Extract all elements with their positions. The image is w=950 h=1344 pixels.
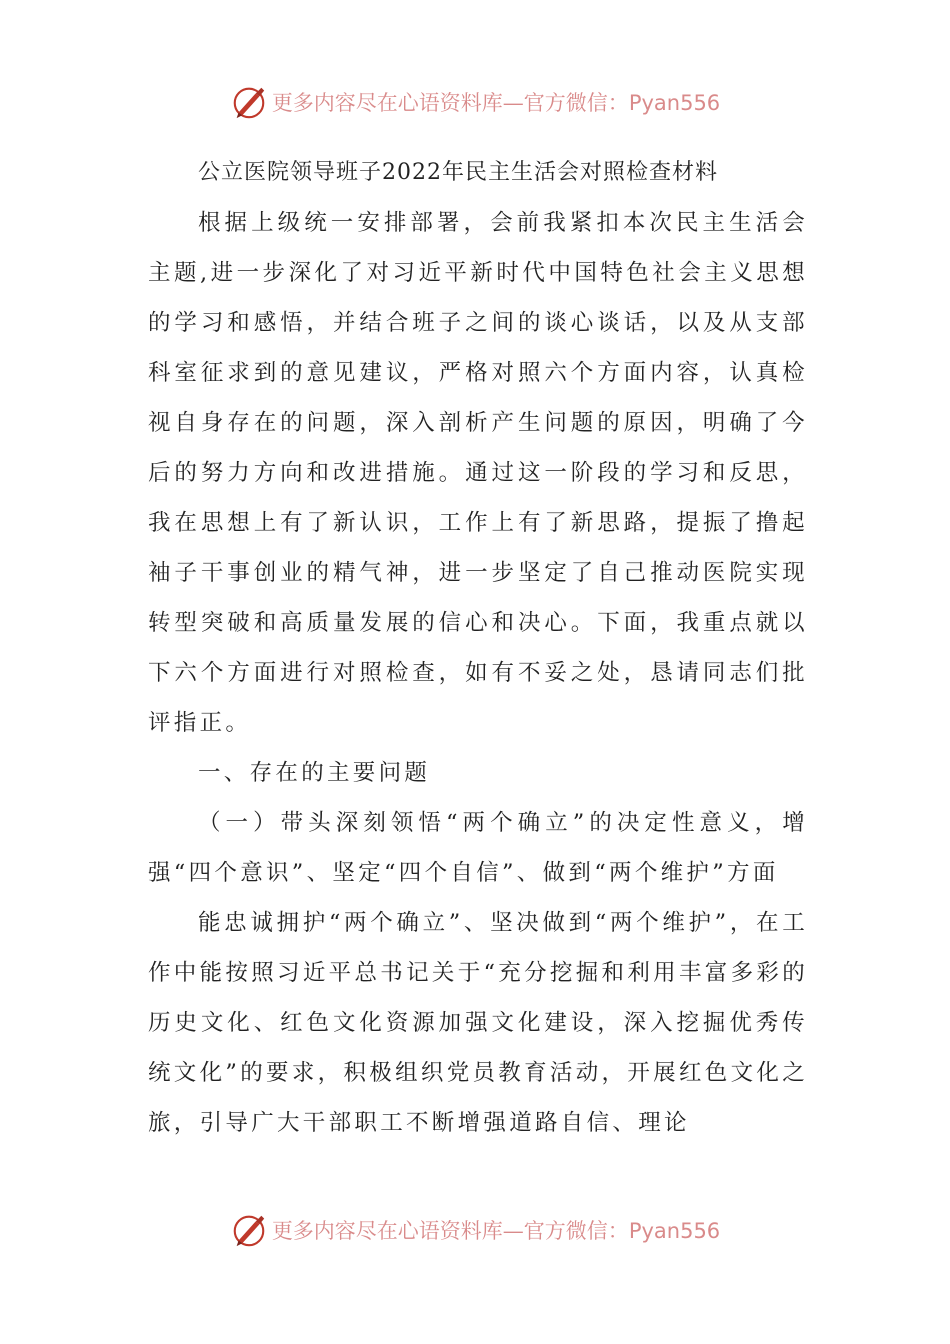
document-body bbox=[148, 148, 808, 1148]
header-watermark bbox=[0, 80, 950, 124]
watermark-contact: Pyan556 bbox=[628, 91, 721, 115]
watermark-text: 更多内容尽在心语资料库—官方微信：Pyan556 bbox=[271, 1219, 721, 1243]
watermark-contact: Pyan556 bbox=[628, 1219, 721, 1243]
pen-circle-logo-icon bbox=[230, 83, 268, 121]
subsection-paragraph: 能忠诚拥护“两个确立”、坚决做到“两个维护”，在工作中能按照习近平总书记关于“充分挖掘和利用丰富多彩的历史文化、红色文化资源加强文化建设，深入挖掘优秀传统文化”的要求，积极组织党员教育活动，开展红色文化之旅，引导广大干部职工不断增强道路自信、理论 bbox=[148, 910, 808, 1136]
section-heading: 一、存在的主要问题 bbox=[198, 760, 431, 786]
pen-circle-logo-icon bbox=[230, 1211, 268, 1249]
subsection-heading: （一）带头深刻领悟“两个确立”的决定性意义，增强“四个意识”、坚定“四个自信”、做到“两个维护”方面 bbox=[148, 810, 808, 886]
watermark-text: 更多内容尽在心语资料库—官方微信：Pyan556 bbox=[271, 91, 721, 115]
document-title: 公立医院领导班子2022年民主生活会对照检查材料 bbox=[198, 160, 718, 185]
intro-paragraph: 根据上级统一安排部署，会前我紧扣本次民主生活会主题,进一步深化了对习近平新时代中国特色社会主义思想的学习和感悟，并结合班子之间的谈心谈话，以及从支部科室征求到的意见建议，严格对照六个方面内容，认真检视自身存在的问题，深入剖析产生问题的原因，明确了今后的努力方向和改进措施。通过这一阶段的学习和反思，我在思想上有了新认识，工作上有了新思路，提振了撸起袖子干事创业的精气神，进一步坚定了自己推动医院实现转型突破和高质量发展的信心和决心。下面，我重点就以下六个方面进行对照检查，如有不妥之处，恳请同志们批评指正。 bbox=[148, 210, 808, 736]
footer-watermark bbox=[0, 1208, 950, 1252]
